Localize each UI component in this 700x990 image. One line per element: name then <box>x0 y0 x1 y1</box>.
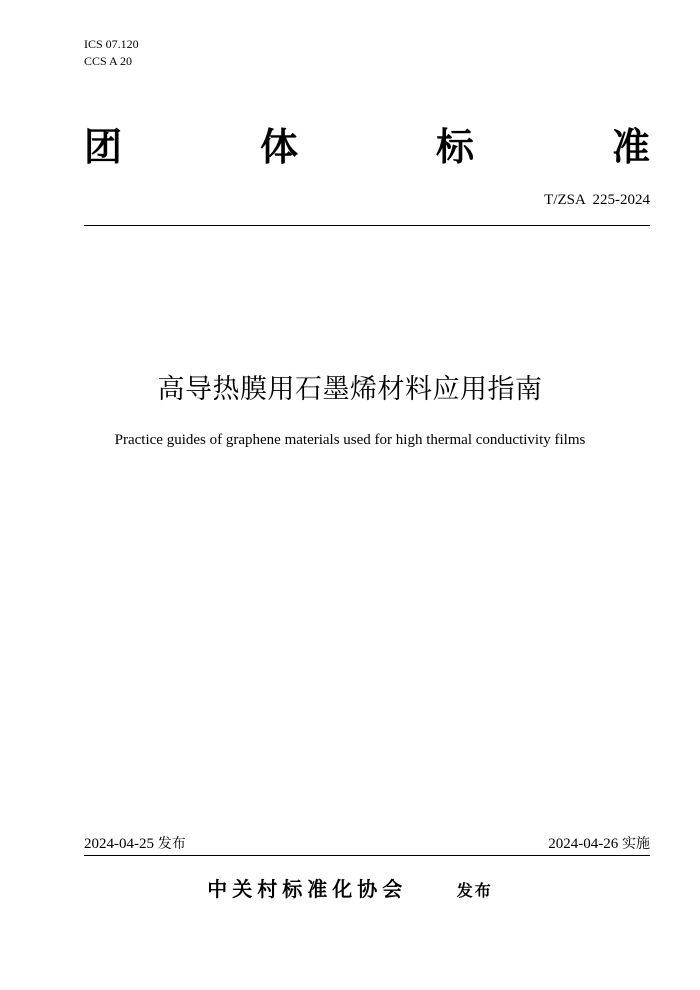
standard-number: T/ZSA 225-2024 <box>544 192 650 208</box>
document-title-chinese: 高导热膜用石墨烯材料应用指南 <box>157 374 543 405</box>
header-divider <box>84 225 650 226</box>
standard-type-char-4: 准 <box>611 125 650 169</box>
ccs-code: CCS A 20 <box>84 54 133 68</box>
standard-type-char-2: 体 <box>259 125 298 169</box>
standard-type-heading <box>84 124 650 170</box>
issue-date: 2024-04-25 <box>84 836 154 852</box>
effective-date: 2024-04-26 <box>548 836 619 852</box>
standard-type-char-3: 标 <box>435 125 474 169</box>
issuer-name: 中关村标准化协会 <box>207 877 408 901</box>
issuer-action: 发布 <box>456 881 493 900</box>
ics-code: ICS 07.120 <box>84 37 139 51</box>
effective-label: 实施 <box>622 836 650 852</box>
effective-date-line <box>548 835 650 853</box>
issue-label: 发布 <box>157 836 186 852</box>
issue-date-line <box>84 835 186 853</box>
document-title-english: Practice guides of graphene materials used for high thermal conductivity films <box>114 432 586 448</box>
footer-divider <box>84 855 650 856</box>
classification-codes <box>84 36 139 70</box>
standard-type-char-1: 团 <box>84 125 123 169</box>
issuer-line <box>0 873 700 902</box>
